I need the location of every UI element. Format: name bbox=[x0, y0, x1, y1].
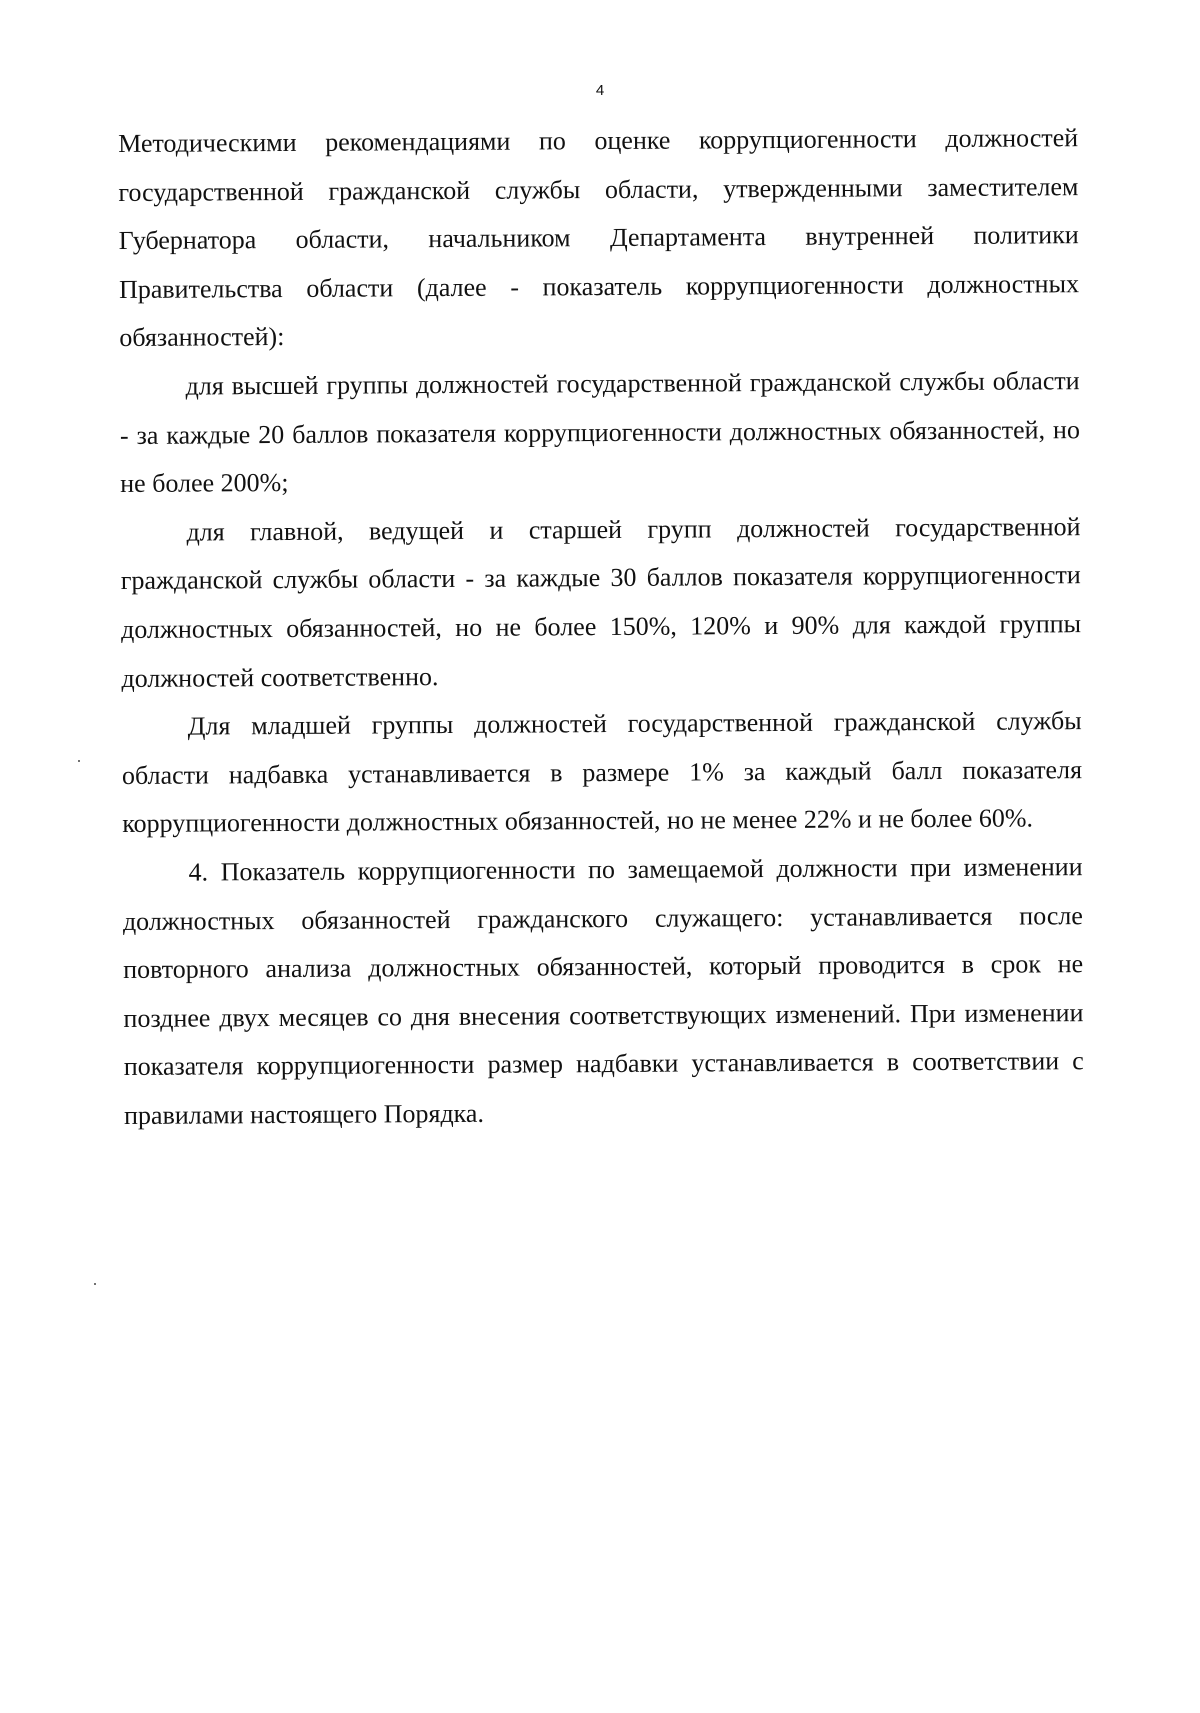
paragraph-main-leading-senior-groups: для главной, ведущей и старшей групп должностей государственной гражданской службы области - за каждые 30 баллов показателя коррупциогенности должностных обязанностей, но не более 150%, 120% и 90% для каждой группы должностей соответственно. bbox=[120, 511, 1082, 693]
scan-speck bbox=[78, 760, 80, 762]
paragraph-higher-group: для высшей группы должностей государственной гражданской службы области - за каждые 20 баллов показателя коррупциогенности должностных обязанностей, но не более 200%; bbox=[119, 366, 1080, 499]
scan-speck bbox=[94, 1283, 96, 1285]
document-body bbox=[118, 114, 1084, 1140]
paragraph-continuation: Методическими рекомендациями по оценке коррупциогенности должностей государственной гражданской службы области, утвержденными заместителем Губернатора области, начальником Департамента внутренней политики Правительства области (далее - показатель коррупциогенности должностных обязанностей): bbox=[118, 123, 1080, 353]
page-number: 4 bbox=[595, 82, 605, 99]
paragraph-item-4: 4. Показатель коррупциогенности по замещаемой должности при изменении должностных обязанностей гражданского служащего: устанавливается после повторного анализа должностных обязанностей, который проводится в срок не позднее двух месяцев со дня внесения соответствующих изменений. При изменении показателя коррупциогенности размер надбавки устанавливается в соответствии с правилами настоящего Порядка. bbox=[122, 852, 1084, 1130]
paragraph-junior-group: Для младшей группы должностей государственной гражданской службы области надбавка устанавливается в размере 1% за каждый балл показателя коррупциогенности должностных обязанностей, но не менее 22% и не более 60%. bbox=[121, 706, 1083, 839]
